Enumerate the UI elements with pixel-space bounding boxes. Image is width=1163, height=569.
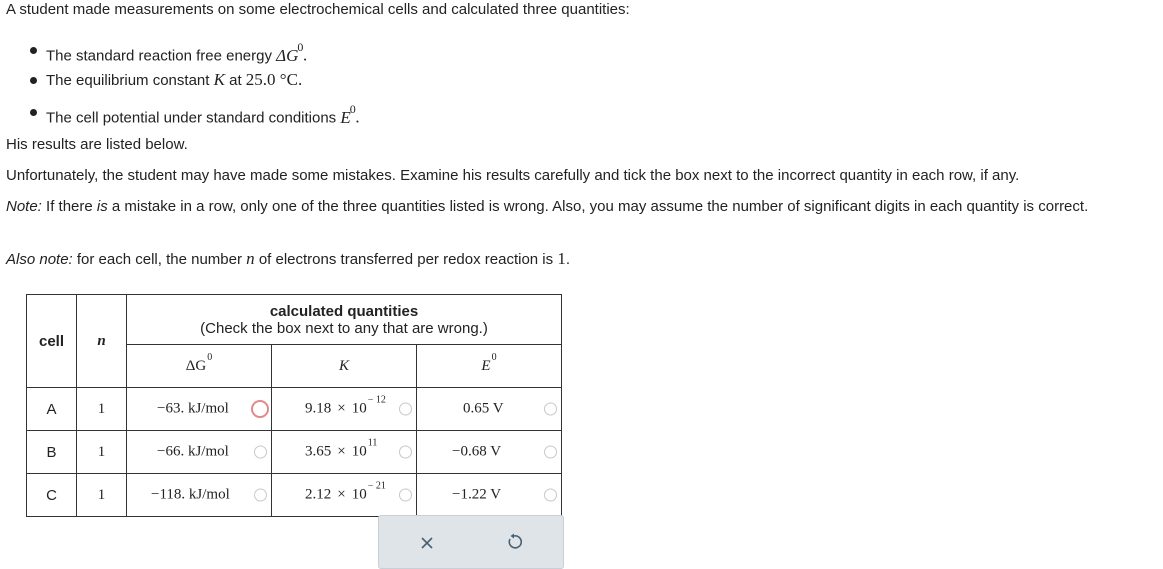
- sub-header-k: K: [272, 345, 417, 388]
- k-cell: $9.18 \times 10^{- 12}$: [272, 388, 417, 431]
- sub-header-e: $E^0$: [417, 345, 562, 388]
- col-header-cell: cell: [27, 295, 77, 388]
- bullet-equilibrium-constant: The equilibrium constant K at 25.0 °C.: [46, 66, 360, 96]
- undo-icon: [505, 538, 523, 555]
- close-icon: [419, 538, 435, 555]
- e-checkbox-c[interactable]: [544, 489, 557, 502]
- k-checkbox-b[interactable]: [399, 446, 412, 459]
- k-cell: $2.12 \times 10^{- 21}$: [272, 474, 417, 517]
- col-header-calculated: calculated quantities (Check the box next to any that are wrong.): [127, 295, 562, 345]
- sub-header-delta-g: $\Delta G^0$: [127, 345, 272, 388]
- bullet-cell-potential: The cell potential under standard conditions $E^0$.: [46, 98, 360, 128]
- col-header-n: n: [77, 295, 127, 388]
- answer-toolbar: [378, 515, 564, 569]
- delta-g-checkbox-b[interactable]: [254, 446, 267, 459]
- delta-g-symbol: $\Delta G^0$: [276, 40, 304, 65]
- k-checkbox-c[interactable]: [399, 489, 412, 502]
- delta-g-cell: −66. kJ/mol: [127, 431, 272, 474]
- results-text: His results are listed below.: [6, 136, 188, 153]
- delta-g-checkbox-a[interactable]: [251, 400, 269, 418]
- cell-label: C: [27, 474, 77, 517]
- table-row-c: [27, 474, 562, 517]
- also-note-text: Also note: for each cell, the number n of electrons transferred per redox reaction is 1.: [6, 249, 570, 268]
- n-value: 1: [77, 388, 127, 431]
- table-row-a: [27, 388, 562, 431]
- quantity-list: [0, 36, 360, 128]
- delta-g-checkbox-c[interactable]: [254, 489, 267, 502]
- clear-button[interactable]: [407, 532, 447, 562]
- e-checkbox-a[interactable]: [544, 403, 557, 416]
- e-cell: 0.65 V: [417, 388, 562, 431]
- instructions-text: Unfortunately, the student may have made some mistakes. Examine his results carefully and tick the box next to the incorrect quantity in each row, if any.: [6, 167, 1020, 184]
- k-cell: $3.65 \times 10^{11}$: [272, 431, 417, 474]
- cell-label: A: [27, 388, 77, 431]
- e-cell: −0.68 V: [417, 431, 562, 474]
- results-table: [26, 294, 562, 517]
- e-zero-symbol: $E^0$: [340, 102, 356, 127]
- temperature-value: 25.0 °C: [245, 70, 298, 89]
- table-row-b: [27, 431, 562, 474]
- cell-label: B: [27, 431, 77, 474]
- intro-text: A student made measurements on some electrochemical cells and calculated three quantities:: [6, 1, 630, 18]
- k-checkbox-a[interactable]: [399, 403, 412, 416]
- e-cell: −1.22 V: [417, 474, 562, 517]
- n-value: 1: [77, 474, 127, 517]
- delta-g-cell: −118. kJ/mol: [127, 474, 272, 517]
- e-checkbox-b[interactable]: [544, 446, 557, 459]
- undo-button[interactable]: [494, 532, 534, 562]
- bullet-free-energy: The standard reaction free energy $\Delta G^0$.: [46, 36, 360, 66]
- n-value: 1: [77, 431, 127, 474]
- delta-g-cell: −63. kJ/mol: [127, 388, 272, 431]
- note-text: Note: If there is a mistake in a row, only one of the three quantities listed is wrong. Also, you may assume the number of significant digits in each quantity is correct.: [6, 198, 1089, 215]
